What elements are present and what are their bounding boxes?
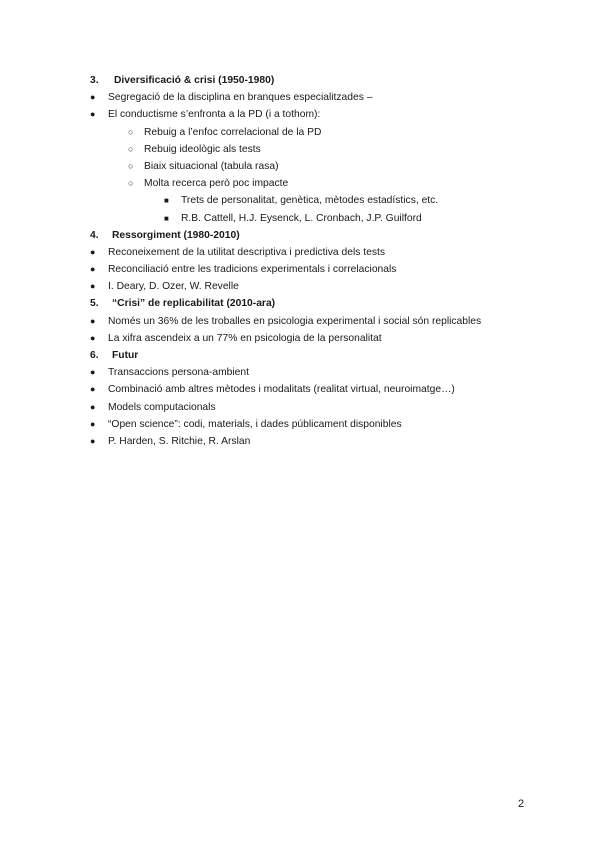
list-item-text: “Open science”: codi, materials, i dades públicament disponibles [108,418,402,430]
section-number: 6. [90,350,99,361]
section-heading [90,72,530,89]
sub-list-item [90,141,530,158]
list-item-text: Només un 36% de les troballes en psicologia experimental i social són replicables [108,315,482,327]
list-item [90,278,530,295]
bullet-icon: ● [90,109,96,120]
section-number: 3. [90,75,99,86]
sub-sub-list-item [90,210,530,227]
section-heading [90,295,530,312]
list-item [90,399,530,416]
section-heading [90,347,530,364]
page-number: 2 [518,798,525,810]
list-item-text: Transaccions persona-ambient [108,367,249,379]
list-item-text: Models computacionals [108,401,216,413]
list-item [90,106,530,123]
list-item-text: Reconeixement de la utilitat descriptiva i predictiva dels tests [108,246,386,258]
hollow-bullet-icon: ○ [128,160,134,171]
list-item [90,364,530,381]
outline-list [90,72,530,450]
sub-list-item-text: Rebuig ideològic als tests [144,143,261,155]
section-number: 5. [90,298,99,310]
list-item-text: La xifra ascendeix a un 77% en psicologia de la personalitat [108,332,382,344]
sub-list-item-text: Biaix situacional (tabula rasa) [144,160,279,172]
section-title: Ressorgiment (1980-2010) [112,229,240,241]
sub-sub-list-item [90,192,530,209]
list-item [90,433,530,450]
list-item [90,313,530,330]
bullet-icon: ● [90,264,96,275]
list-item [90,381,530,398]
bullet-icon: ● [90,281,96,292]
sub-sub-list-item-text: R.B. Cattell, H.J. Eysenck, L. Cronbach, J.P. Guilford [181,212,422,224]
list-item-text: P. Harden, S. Ritchie, R. Arslan [108,435,251,447]
list-item [90,330,530,347]
sub-list-item [90,175,530,192]
list-item-text: Reconciliació entre les tradicions experimentals i correlacionals [108,264,397,276]
bullet-icon: ● [90,435,96,446]
list-item [90,261,530,278]
list-item [90,89,530,106]
section-heading [90,227,530,244]
sub-list-item [90,124,530,141]
section-title: Futur [112,350,139,361]
bullet-icon: ● [90,246,96,257]
sub-list-item-text: Rebuig a l’enfoc correlacional de la PD [144,126,322,138]
square-bullet-icon: ■ [164,196,169,206]
list-item-text: I. Deary, D. Ozer, W. Revelle [108,281,239,293]
list-item [90,244,530,261]
section-number: 4. [90,229,99,241]
bullet-icon: ● [90,384,96,395]
sub-list-item-text: Molta recerca però poc impacte [144,178,289,190]
section-title: “Crisi” de replicabilitat (2010-ara) [112,298,276,310]
bullet-icon: ● [90,332,96,343]
list-item-text: Combinació amb altres mètodes i modalitats (realitat virtual, neuroimatge…) [108,384,455,396]
hollow-bullet-icon: ○ [128,178,134,189]
square-bullet-icon: ■ [164,213,169,223]
bullet-icon: ● [90,367,96,378]
hollow-bullet-icon: ○ [128,126,134,137]
list-item [90,416,530,433]
bullet-icon: ● [90,315,96,326]
bullet-icon: ● [90,401,96,412]
sub-list-item [90,158,530,175]
section-title: Diversificació & crisi (1950-1980) [114,75,275,86]
list-item-text: Segregació de la disciplina en branques especialitzades – [108,92,373,104]
hollow-bullet-icon: ○ [128,143,134,154]
sub-sub-list-item-text: Trets de personalitat, genètica, mètodes estadístics, etc. [181,195,439,207]
bullet-icon: ● [90,92,96,103]
list-item-text: El conductisme s’enfronta a la PD (i a tothom): [108,109,321,121]
bullet-icon: ● [90,418,96,429]
